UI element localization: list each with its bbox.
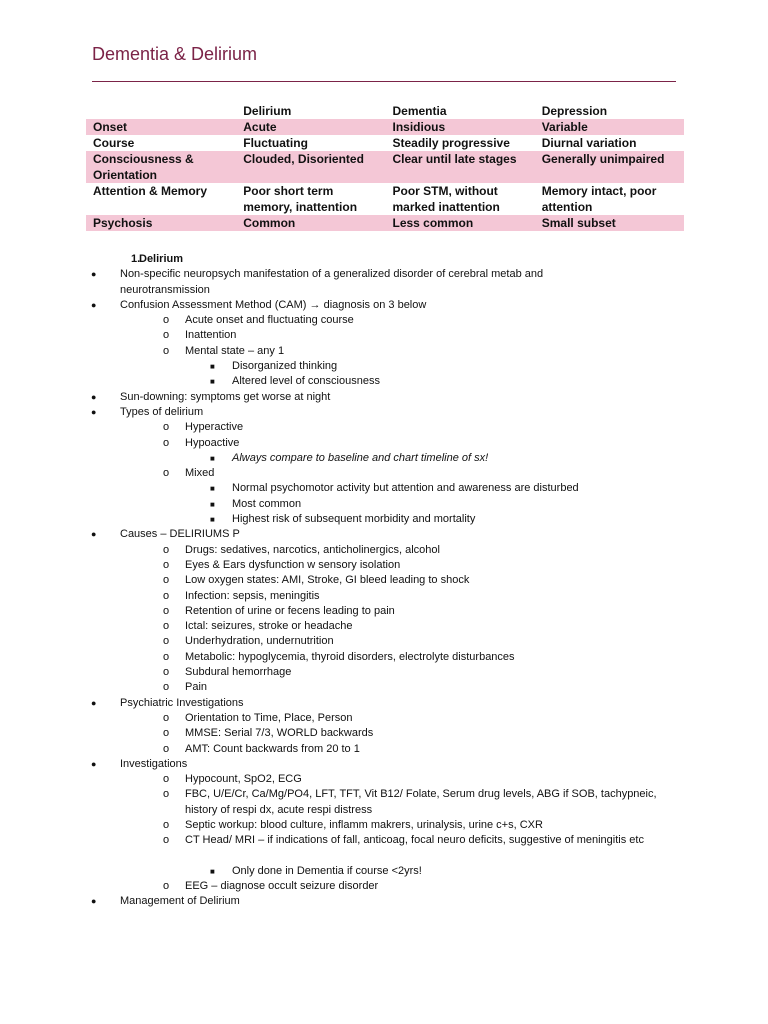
comparison-table bbox=[86, 103, 684, 231]
table-cell: Poor STM, without marked inattention bbox=[392, 184, 500, 214]
circle-marker: o bbox=[163, 329, 170, 342]
table-cell: Insidious bbox=[385, 119, 534, 135]
table-cell: Steadily progressive bbox=[392, 136, 510, 150]
section-heading bbox=[0, 252, 768, 267]
list-item bbox=[0, 512, 768, 527]
table-header-cell: Depression bbox=[541, 104, 608, 118]
circle-marker: o bbox=[163, 620, 170, 633]
list-item-text: Orientation to Time, Place, Person bbox=[185, 711, 353, 724]
list-item-text: Disorganized thinking bbox=[232, 360, 338, 373]
list-item bbox=[0, 497, 768, 512]
list-item bbox=[0, 757, 768, 772]
bullet-marker: ● bbox=[91, 269, 97, 280]
table-cell: Memory intact, poor attention bbox=[541, 184, 657, 214]
list-item bbox=[0, 466, 768, 481]
circle-marker: o bbox=[163, 681, 170, 694]
circle-marker: o bbox=[163, 635, 170, 648]
table-cell: Psychosis bbox=[86, 215, 236, 231]
list-item-text: EEG – diagnose occult seizure disorder bbox=[185, 880, 379, 893]
list-item bbox=[0, 543, 768, 558]
list-item bbox=[0, 894, 768, 909]
circle-marker: o bbox=[163, 467, 170, 480]
list-item bbox=[0, 451, 768, 466]
table-header-cell: Dementia bbox=[392, 104, 447, 118]
list-item bbox=[0, 328, 768, 343]
circle-marker: o bbox=[163, 788, 170, 801]
square-marker: ■ bbox=[210, 377, 215, 387]
list-item bbox=[0, 696, 768, 711]
list-item-text: Management of Delirium bbox=[120, 895, 240, 908]
list-item-text: Most common bbox=[232, 497, 302, 510]
list-item bbox=[0, 298, 768, 313]
list-item bbox=[0, 313, 768, 328]
list-item bbox=[0, 787, 768, 818]
list-item-text: Eyes & Ears dysfunction w sensory isolation bbox=[185, 558, 401, 571]
list-number: 1. bbox=[131, 253, 141, 265]
table-row bbox=[86, 215, 684, 231]
table-cell: Acute bbox=[236, 119, 385, 135]
table-cell: Generally unimpaired bbox=[535, 151, 684, 183]
circle-marker: o bbox=[163, 543, 170, 556]
table-header-row bbox=[86, 103, 684, 119]
list-item bbox=[0, 344, 768, 359]
list-item-text: Non-specific neuropsych manifestation of a generalized disorder of cerebral metab and neurotransmission bbox=[120, 268, 544, 296]
circle-marker: o bbox=[163, 344, 170, 357]
circle-marker: o bbox=[163, 834, 170, 847]
list-item-text: Subdural hemorrhage bbox=[185, 666, 292, 679]
bullet-marker: ● bbox=[91, 697, 97, 708]
list-item-text: Hypoactive bbox=[185, 436, 240, 449]
list-item-text: Low oxygen states: AMI, Stroke, GI bleed leading to shock bbox=[185, 574, 470, 587]
circle-marker: o bbox=[163, 604, 170, 617]
circle-marker: o bbox=[163, 314, 170, 327]
square-marker: ■ bbox=[210, 453, 215, 463]
list-item-text: FBC, U/E/Cr, Ca/Mg/PO4, LFT, TFT, Vit B12/ Folate, Serum drug levels, ABG if SOB, tachypneic, history of respi dx, acute respi distress bbox=[185, 788, 657, 816]
circle-marker: o bbox=[163, 742, 170, 755]
title-divider bbox=[92, 81, 676, 82]
list-item-text: Drugs: sedatives, narcotics, anticholinergics, alcohol bbox=[185, 543, 440, 556]
list-item bbox=[0, 420, 768, 435]
list-item-text: Always compare to baseline and chart timeline of sx! bbox=[232, 451, 489, 464]
bullet-marker: ● bbox=[91, 299, 97, 310]
list-item-text: Types of delirium bbox=[120, 405, 204, 418]
bullet-marker: ● bbox=[91, 758, 97, 769]
list-item-text: Sun-downing: symptoms get worse at night bbox=[120, 390, 331, 403]
list-item-text: Only done in Dementia if course <2yrs! bbox=[232, 864, 422, 877]
list-item-text: Psychiatric Investigations bbox=[120, 696, 244, 709]
list-item-text: Causes – DELIRIUMS P bbox=[120, 528, 240, 541]
table-cell: Diurnal variation bbox=[541, 136, 637, 150]
circle-marker: o bbox=[163, 666, 170, 679]
list-item bbox=[0, 726, 768, 741]
list-item bbox=[0, 481, 768, 496]
list-item bbox=[0, 405, 768, 420]
table-cell: Less common bbox=[385, 215, 534, 231]
table-cell: Onset bbox=[86, 119, 236, 135]
list-item-text: Inattention bbox=[185, 329, 237, 342]
list-item-text: Highest risk of subsequent morbidity and mortality bbox=[232, 513, 476, 526]
list-item bbox=[0, 665, 768, 680]
list-item-text: Retention of urine or fecens leading to pain bbox=[185, 604, 395, 617]
circle-marker: o bbox=[163, 818, 170, 831]
notes-body bbox=[0, 252, 768, 910]
bullet-marker: ● bbox=[91, 406, 97, 417]
circle-marker: o bbox=[163, 650, 170, 663]
list-item bbox=[0, 650, 768, 665]
table-header-cell bbox=[86, 103, 236, 119]
section-heading-text: Delirium bbox=[139, 253, 184, 265]
table-cell: Variable bbox=[535, 119, 684, 135]
table-row bbox=[86, 119, 684, 135]
list-item bbox=[0, 390, 768, 405]
list-item-text: Investigations bbox=[120, 757, 188, 770]
list-item-text: Hyperactive bbox=[185, 421, 244, 434]
list-item-text: Mental state – any 1 bbox=[185, 344, 285, 357]
table-cell: Attention & Memory bbox=[93, 184, 207, 198]
list-item bbox=[0, 267, 768, 298]
circle-marker: o bbox=[163, 711, 170, 724]
list-item bbox=[0, 558, 768, 573]
list-item bbox=[0, 772, 768, 787]
list-item-text: Acute onset and fluctuating course bbox=[185, 314, 354, 327]
list-item bbox=[0, 573, 768, 588]
circle-marker: o bbox=[163, 436, 170, 449]
list-item bbox=[0, 634, 768, 649]
table-row bbox=[86, 135, 684, 151]
square-marker: ■ bbox=[210, 362, 215, 372]
circle-marker: o bbox=[163, 727, 170, 740]
circle-marker: o bbox=[163, 880, 170, 893]
list-item-text: Normal psychomotor activity but attention and awareness are disturbed bbox=[232, 482, 579, 495]
table-header-cell: Delirium bbox=[243, 104, 292, 118]
list-item bbox=[0, 864, 768, 879]
circle-marker: o bbox=[163, 558, 170, 571]
list-item bbox=[0, 742, 768, 757]
list-item-text: Underhydration, undernutrition bbox=[185, 635, 334, 648]
table-row bbox=[86, 151, 684, 183]
table-cell: Course bbox=[93, 136, 135, 150]
list-item bbox=[0, 527, 768, 542]
list-item bbox=[0, 604, 768, 619]
list-item bbox=[0, 589, 768, 604]
list-item-text: Infection: sepsis, meningitis bbox=[185, 589, 320, 602]
list-item-text: MMSE: Serial 7/3, WORLD backwards bbox=[185, 727, 374, 740]
table-cell: Clear until late stages bbox=[385, 151, 534, 183]
page-title: Dementia & Delirium bbox=[92, 44, 258, 64]
list-item bbox=[0, 374, 768, 389]
list-item bbox=[0, 711, 768, 726]
bullet-marker: ● bbox=[91, 529, 97, 540]
bullet-marker: ● bbox=[91, 896, 97, 907]
list-item bbox=[0, 879, 768, 894]
table-cell: Common bbox=[236, 215, 385, 231]
table-cell: Small subset bbox=[535, 215, 684, 231]
table-cell: Consciousness & Orientation bbox=[86, 151, 236, 183]
list-item bbox=[0, 818, 768, 833]
table-cell: Poor short term memory, inattention bbox=[243, 184, 358, 214]
list-item-text: Metabolic: hypoglycemia, thyroid disorders, electrolyte disturbances bbox=[185, 650, 515, 663]
list-item-text: Pain bbox=[185, 681, 208, 694]
bullet-marker: ● bbox=[91, 391, 97, 402]
list-item-text: Mixed bbox=[185, 467, 215, 480]
table-cell: Fluctuating bbox=[243, 136, 308, 150]
list-item bbox=[0, 680, 768, 695]
table-cell: Clouded, Disoriented bbox=[236, 151, 385, 183]
circle-marker: o bbox=[163, 589, 170, 602]
circle-marker: o bbox=[163, 574, 170, 587]
square-marker: ■ bbox=[210, 866, 215, 876]
circle-marker: o bbox=[163, 421, 170, 434]
list-item-text: Septic workup: blood culture, inflamm makrers, urinalysis, urine c+s, CXR bbox=[185, 818, 543, 831]
table-row bbox=[86, 183, 684, 215]
list-item bbox=[0, 833, 768, 864]
list-item-text: Altered level of consciousness bbox=[232, 375, 380, 388]
list-item-text: Ictal: seizures, stroke or headache bbox=[185, 620, 353, 633]
square-marker: ■ bbox=[210, 515, 215, 525]
list-item bbox=[0, 359, 768, 374]
square-marker: ■ bbox=[210, 499, 215, 509]
list-item-text: CT Head/ MRI – if indications of fall, anticoag, focal neuro deficits, suggestive of meningitis etc bbox=[185, 834, 644, 847]
list-item-text: Hypocount, SpO2, ECG bbox=[185, 773, 302, 786]
list-item-text: AMT: Count backwards from 20 to 1 bbox=[185, 742, 360, 755]
circle-marker: o bbox=[163, 773, 170, 786]
square-marker: ■ bbox=[210, 484, 215, 494]
list-item bbox=[0, 436, 768, 451]
list-item bbox=[0, 619, 768, 634]
list-item-text: Confusion Assessment Method (CAM) → diagnosis on 3 below bbox=[120, 298, 427, 311]
